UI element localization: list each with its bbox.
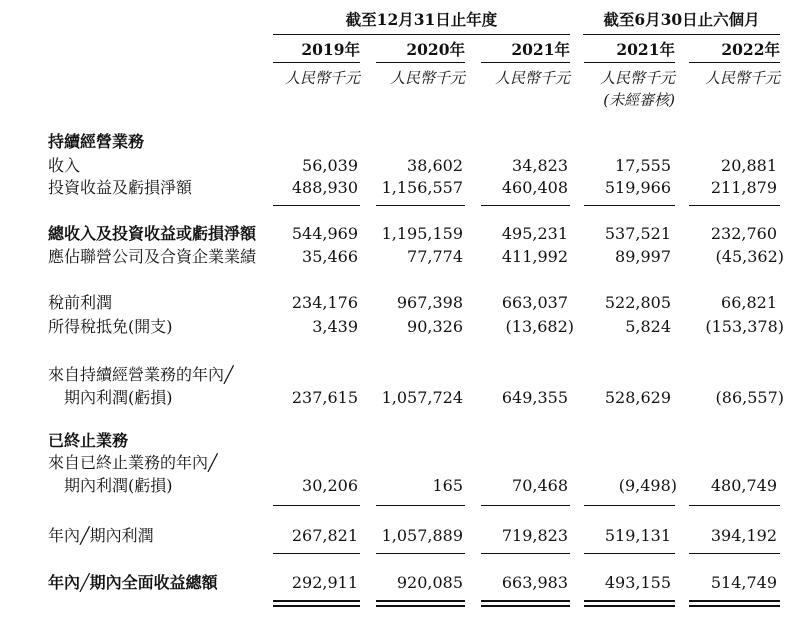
unaudited-note: (未經審核) [603, 91, 675, 109]
year-header-2021-interim: 2021年 [616, 40, 675, 59]
row-label-pre-tax-profit: 稅前利潤 [48, 293, 113, 312]
year-underline-2021-annual [481, 62, 570, 63]
cell-investment-2021-interim: 519,966 [604, 178, 671, 197]
section-discontinued-operations: 已終止業務 [48, 431, 129, 450]
unit-2020: 人民幣千元 [389, 69, 465, 87]
double-underline-bottom-2019 [273, 605, 360, 607]
double-underline-bottom-2021-interim [584, 605, 675, 607]
year-underline-2020 [376, 62, 465, 63]
cell-share-associates-2021-interim: 89,997 [615, 247, 671, 266]
comprehensive-line-2019 [273, 553, 360, 554]
cell-investment-2019: 488,930 [291, 178, 358, 197]
cell-discontinued-profit-2020: 165 [432, 476, 463, 495]
cell-revenue-2020: 38,602 [407, 156, 463, 175]
period-profit-line-2021-interim [584, 505, 675, 506]
cell-total-comprehensive-2021-interim: 493,155 [604, 573, 671, 592]
cell-share-associates-2022-interim: (45,362) [715, 247, 784, 266]
header-annual-period: 截至12月31日止年度 [345, 10, 498, 29]
subtotal-line-2020 [376, 205, 465, 206]
cell-total-comprehensive-2022-interim: 514,749 [710, 573, 777, 592]
comprehensive-line-2020 [376, 553, 465, 554]
cell-income-tax-2020: 90,326 [407, 317, 463, 336]
cell-total-revenue-2019: 544,969 [291, 224, 358, 243]
cell-total-revenue-2022-interim: 232,760 [710, 224, 777, 243]
cell-revenue-2022-interim: 20,881 [721, 156, 777, 175]
row-label-continuing-profit-line1: 來自持續經營業務的年內╱ [48, 365, 234, 384]
section-continuing-operations: 持續經營業務 [48, 132, 145, 151]
unit-2019: 人民幣千元 [284, 69, 360, 87]
year-header-2021-annual: 2021年 [511, 40, 570, 59]
cell-discontinued-profit-2021-interim: (9,498) [618, 476, 677, 495]
year-underline-2019 [273, 62, 360, 63]
row-label-revenue: 收入 [48, 156, 81, 175]
comprehensive-line-2021-interim [584, 553, 675, 554]
subtotal-line-2019 [273, 205, 360, 206]
header-interim-underline [583, 34, 780, 35]
row-label-discontinued-profit-line1: 來自已終止業務的年內╱ [48, 453, 218, 472]
cell-discontinued-profit-2019: 30,206 [302, 476, 358, 495]
cell-income-tax-2019: 3,439 [312, 317, 358, 336]
cell-total-revenue-2021-annual: 495,231 [501, 224, 568, 243]
cell-income-tax-2022-interim: (153,378) [705, 317, 784, 336]
cell-share-associates-2019: 35,466 [302, 247, 358, 266]
row-label-share-associates: 應佔聯營公司及合資企業業績 [48, 247, 257, 266]
double-underline-top-2021-annual [481, 600, 570, 602]
header-annual-underline [273, 34, 570, 35]
cell-pre-tax-2019: 234,176 [291, 293, 358, 312]
comprehensive-line-2021-annual [481, 553, 570, 554]
double-underline-top-2021-interim [584, 600, 675, 602]
cell-share-associates-2020: 77,774 [407, 247, 463, 266]
row-label-continuing-profit-line2: 期內利潤(虧損) [64, 388, 173, 407]
subtotal-line-2021-annual [481, 205, 570, 206]
cell-investment-2021-annual: 460,408 [501, 178, 568, 197]
cell-period-profit-2022-interim: 394,192 [710, 526, 777, 545]
period-profit-line-2022-interim [689, 505, 780, 506]
cell-continuing-profit-2022-interim: (86,557) [715, 388, 784, 407]
period-profit-line-2020 [376, 505, 465, 506]
cell-income-tax-2021-annual: (13,682) [505, 317, 574, 336]
row-label-income-tax: 所得稅抵免(開支) [48, 317, 173, 336]
cell-continuing-profit-2021-annual: 649,355 [501, 388, 568, 407]
cell-discontinued-profit-2022-interim: 480,749 [710, 476, 777, 495]
cell-revenue-2019: 56,039 [302, 156, 358, 175]
unit-2021-annual: 人民幣千元 [494, 69, 570, 87]
cell-total-comprehensive-2019: 292,911 [291, 573, 358, 592]
cell-investment-2020: 1,156,557 [381, 178, 463, 197]
cell-share-associates-2021-annual: 411,992 [501, 247, 568, 266]
year-underline-2021-interim [584, 62, 675, 63]
cell-continuing-profit-2021-interim: 528,629 [604, 388, 671, 407]
cell-period-profit-2020: 1,057,889 [381, 526, 463, 545]
cell-total-revenue-2021-interim: 537,521 [604, 224, 671, 243]
year-header-2020: 2020年 [406, 40, 465, 59]
double-underline-bottom-2022-interim [689, 605, 780, 607]
period-profit-line-2021-annual [481, 505, 570, 506]
cell-period-profit-2021-interim: 519,131 [604, 526, 671, 545]
cell-discontinued-profit-2021-annual: 70,468 [512, 476, 568, 495]
unit-2022-interim: 人民幣千元 [704, 69, 780, 87]
double-underline-bottom-2021-annual [481, 605, 570, 607]
comprehensive-line-2022-interim [689, 553, 780, 554]
row-label-investment: 投資收益及虧損淨額 [48, 178, 193, 197]
period-profit-line-2019 [273, 505, 360, 506]
cell-pre-tax-2022-interim: 66,821 [721, 293, 777, 312]
unit-2021-interim: 人民幣千元 [599, 69, 675, 87]
cell-pre-tax-2021-interim: 522,805 [604, 293, 671, 312]
year-header-2022-interim: 2022年 [721, 40, 780, 59]
cell-period-profit-2019: 267,821 [291, 526, 358, 545]
row-label-total-comprehensive: 年內╱期內全面收益總額 [48, 573, 218, 592]
cell-investment-2022-interim: 211,879 [710, 178, 777, 197]
cell-period-profit-2021-annual: 719,823 [501, 526, 568, 545]
year-underline-2022-interim [689, 62, 780, 63]
cell-pre-tax-2020: 967,398 [396, 293, 463, 312]
double-underline-top-2022-interim [689, 600, 780, 602]
year-header-2019: 2019年 [301, 40, 360, 59]
cell-total-comprehensive-2021-annual: 663,983 [501, 573, 568, 592]
cell-revenue-2021-interim: 17,555 [615, 156, 671, 175]
cell-continuing-profit-2020: 1,057,724 [381, 388, 463, 407]
cell-total-revenue-2020: 1,195,159 [381, 224, 463, 243]
double-underline-top-2019 [273, 600, 360, 602]
double-underline-top-2020 [376, 600, 465, 602]
subtotal-line-2022-interim [689, 205, 780, 206]
row-label-discontinued-profit-line2: 期內利潤(虧損) [64, 476, 173, 495]
cell-pre-tax-2021-annual: 663,037 [501, 293, 568, 312]
cell-revenue-2021-annual: 34,823 [512, 156, 568, 175]
subtotal-line-2021-interim [584, 205, 675, 206]
row-label-period-profit: 年內╱期內利潤 [48, 526, 154, 545]
double-underline-bottom-2020 [376, 605, 465, 607]
header-interim-period: 截至6月30日止六個月 [603, 10, 760, 29]
row-label-total-revenue: 總收入及投資收益或虧損淨額 [48, 224, 257, 243]
cell-continuing-profit-2019: 237,615 [291, 388, 358, 407]
cell-income-tax-2021-interim: 5,824 [625, 317, 671, 336]
cell-total-comprehensive-2020: 920,085 [396, 573, 463, 592]
